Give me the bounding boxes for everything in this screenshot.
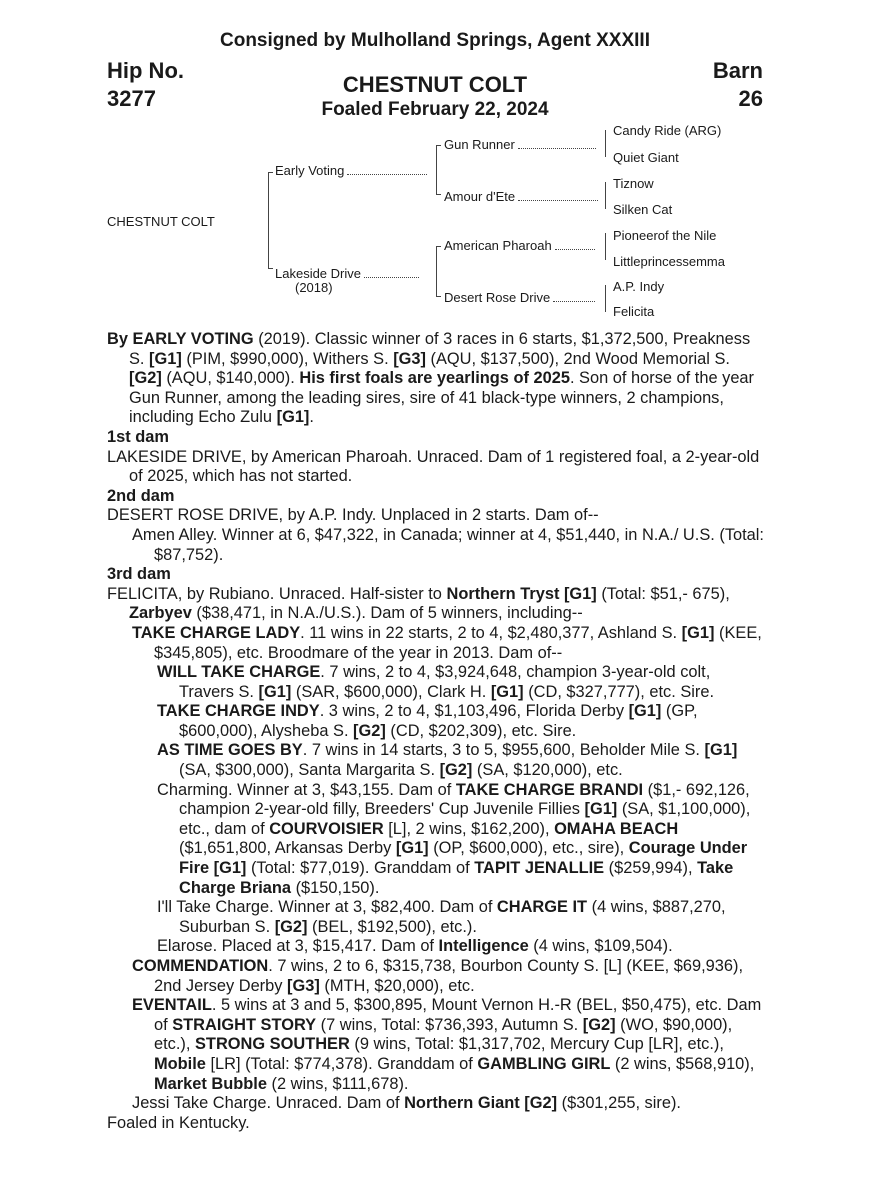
pedigree-sire-sire	[444, 137, 596, 153]
bracket-line	[436, 145, 437, 194]
produce-record: WILL TAKE CHARGE. 7 wins, 2 to 4, $3,924,648, champion 3-year-old colt, Travers S. [G1] (SAR, $600,000), Clark H. [G1] (CD, $327,777), etc. Sire.	[157, 663, 715, 701]
pedigree-dam-year: (2018)	[295, 280, 333, 295]
bracket-line	[605, 285, 606, 312]
page-title: CHESTNUT COLT	[342, 72, 528, 97]
bracket-line	[605, 130, 606, 157]
produce-record: TAKE CHARGE LADY. 11 wins in 22 starts, 2 to 4, $2,480,377, Ashland S. [G1] (KEE, $345,805), etc. Broodmare of the year in 2013. Dam of--	[132, 623, 762, 662]
produce-record: Amen Alley. Winner at 6, $47,322, in Canada; winner at 4, $51,440, in N.A./ U.S. (Total: $87,752).	[132, 525, 764, 564]
barn-number: 26	[738, 86, 763, 111]
pedigree-sire-sire-name: Gun Runner	[444, 137, 515, 152]
pedigree-subject: CHESTNUT COLT	[107, 214, 215, 229]
bracket-tick	[268, 268, 273, 269]
pedigree-ggp: Pioneerof the Nile	[613, 228, 717, 243]
bracket-tick	[436, 194, 441, 195]
bracket-line	[605, 182, 606, 209]
bracket-tick	[436, 145, 441, 146]
pedigree-ggp: Littleprincessemma	[613, 254, 725, 269]
produce-record: Elarose. Placed at 3, $15,417. Dam of Intelligence (4 wins, $109,504).	[157, 937, 673, 956]
pedigree-dam-dam	[444, 290, 595, 306]
bracket-tick	[436, 246, 441, 247]
pedigree-ggp: Felicita	[613, 304, 655, 319]
produce-record: COMMENDATION. 7 wins, 2 to 6, $315,738, Bourbon County S. [L] (KEE, $69,936), 2nd Jersey Derby [G3] (MTH, $20,000), etc.	[132, 957, 743, 995]
sire-paragraph: By EARLY VOTING (2019). Classic winner of 3 races in 6 starts, $1,372,500, Preakness S. [G1] (PIM, $990,000), Withers S. [G3] (AQU, $137,500), 2nd Wood Memorial S. [G2] (AQU, $140,000). His first foals are yearlings of 2025. Son of horse of the year Gun Runner, among the leading sires, sire of 41 black-type winners, 2 champions, including Echo Zulu [G1].	[107, 330, 755, 427]
produce-record: Charming. Winner at 3, $43,155. Dam of TAKE CHARGE BRANDI ($1,- 692,126, champion 2-year-old filly, Breeders' Cup Juvenile Fillies [G1] (SA, $1,100,000), etc., dam of COURVOISIER [L], 2 wins, $162,200), OMAHA BEACH ($1,651,800, Arkansas Derby [G1] (OP, $600,000), etc., sire), Courage Under Fire [G1] (Total: $77,019). Granddam of TAPIT JENALLIE ($259,994), Take Charge Briana ($150,150).	[157, 780, 751, 897]
pedigree-dam-sire-name: American Pharoah	[444, 238, 552, 253]
catalog-body	[107, 330, 767, 1133]
third-dam-heading: 3rd dam	[107, 565, 171, 584]
bracket-line	[436, 246, 437, 296]
bracket-tick	[436, 296, 441, 297]
consignor-line: Consigned by Mulholland Springs, Agent XXXIII	[220, 30, 650, 51]
pedigree-dam-sire	[444, 238, 595, 254]
produce-record: TAKE CHARGE INDY. 3 wins, 2 to 4, $1,103,496, Florida Derby [G1] (GP, $600,000), Alysheba S. [G2] (CD, $202,309), etc. Sire.	[157, 702, 698, 740]
bracket-tick	[268, 172, 273, 173]
produce-record: I'll Take Charge. Winner at 3, $82,400. Dam of CHARGE IT (4 wins, $887,270, Suburban S. [G2] (BEL, $192,500), etc.).	[157, 898, 726, 936]
pedigree-sire-dam-name: Amour d'Ete	[444, 189, 516, 204]
pedigree-ggp: A.P. Indy	[613, 279, 665, 294]
barn-label: Barn	[712, 58, 763, 83]
third-dam-text: FELICITA, by Rubiano. Unraced. Half-sister to Northern Tryst [G1] (Total: $51,- 675), Zarbyev ($38,471, in N.A./U.S.). Dam of 5 winners, including--	[107, 584, 730, 623]
bracket-line	[268, 172, 269, 268]
pedigree-ggp: Silken Cat	[613, 202, 673, 217]
foaled-date: Foaled February 22, 2024	[321, 99, 549, 120]
pedigree-ggp: Candy Ride (ARG)	[613, 123, 722, 138]
foaled-location: Foaled in Kentucky.	[107, 1113, 250, 1132]
pedigree-dam-dam-name: Desert Rose Drive	[444, 290, 551, 305]
pedigree-sire-name: Early Voting	[275, 163, 345, 178]
pedigree-dam-name: Lakeside Drive	[275, 266, 361, 281]
produce-record: Jessi Take Charge. Unraced. Dam of Northern Giant [G2] ($301,255, sire).	[132, 1094, 681, 1113]
pedigree-ggp: Quiet Giant	[613, 150, 679, 165]
pedigree-sire	[275, 163, 427, 179]
pedigree-ggp: Tiznow	[613, 176, 654, 191]
first-dam-text: LAKESIDE DRIVE, by American Pharoah. Unraced. Dam of 1 registered foal, a 2-year-old of 2025, which has not started.	[107, 447, 760, 486]
hip-label: Hip No.	[107, 58, 184, 83]
pedigree-sire-dam	[444, 189, 598, 205]
first-dam-heading: 1st dam	[107, 427, 169, 446]
hip-number: 3277	[107, 86, 156, 111]
produce-record: AS TIME GOES BY. 7 wins in 14 starts, 3 to 5, $955,600, Beholder Mile S. [G1] (SA, $300,000), Santa Margarita S. [G2] (SA, $120,000), etc.	[157, 741, 738, 780]
second-dam-text: DESERT ROSE DRIVE, by A.P. Indy. Unplaced in 2 starts. Dam of--	[107, 506, 599, 525]
bracket-line	[605, 233, 606, 260]
produce-record: EVENTAIL. 5 wins at 3 and 5, $300,895, Mount Vernon H.-R (BEL, $50,475), etc. Dam of STRAIGHT STORY (7 wins, Total: $736,393, Autumn S. [G2] (WO, $90,000), etc.), STRONG SOUTHER (9 wins, Total: $1,317,702, Mercury Cup [LR], etc.), Mobile [LR] (Total: $774,378). Granddam of GAMBLING GIRL (2 wins, $568,910), Market Bubble (2 wins, $111,678).	[132, 996, 762, 1093]
second-dam-heading: 2nd dam	[107, 486, 175, 505]
title-block	[0, 72, 870, 122]
